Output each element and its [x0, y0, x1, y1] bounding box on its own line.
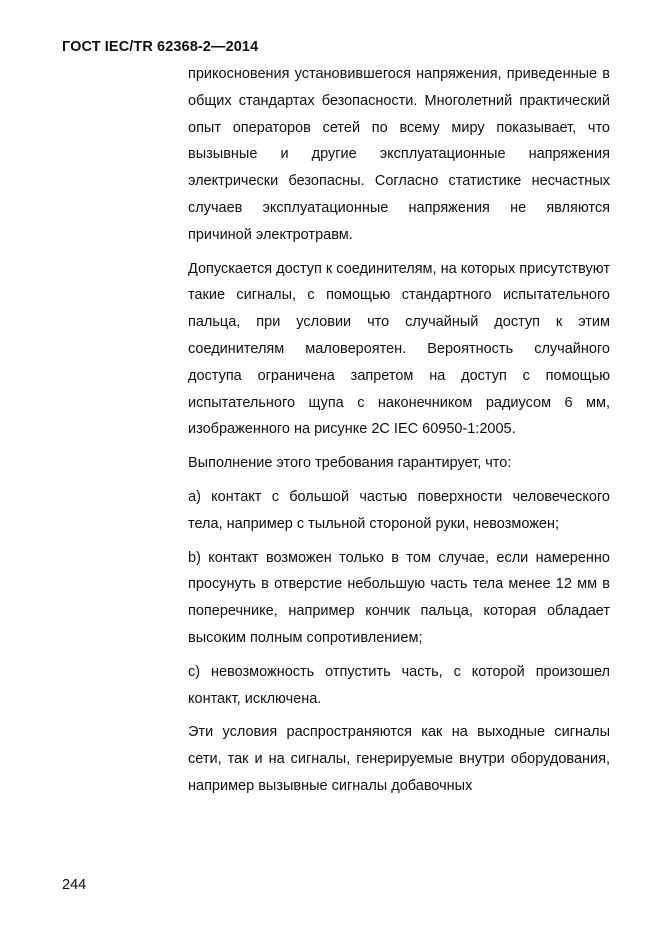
paragraph-requirement-intro: Выполнение этого требования гарантирует, что: — [188, 455, 512, 472]
document-body — [188, 61, 610, 800]
document-header: ГОСТ IEC/TR 62368-2—2014 — [62, 39, 259, 55]
list-item-b: b) контакт возможен только в том случае, если намеренно просунуть в отверстие небольшую часть тела менее 12 мм в поперечнике, например кончик пальца, которая обладает высоким полным сопротивлением; — [188, 549, 610, 646]
list-item-c: с) невозможность отпустить часть, с которой произошел контакт, исключена. — [188, 663, 610, 707]
paragraph-safety-statistics: прикосновения установившегося напряжения, приведенные в общих стандартах безопасности. Многолетний практический опыт операторов сетей по всему миру показывает, что вызывные и другие эксплуатационные напряжения электрически безопасны. Согласно статистике несчастных случаев эксплуатационные напряжения не являются причиной электротравм. — [188, 66, 610, 243]
paragraph-connector-access: Допускается доступ к соединителям, на которых присутствуют такие сигналы, с помощью стандартного испытательного пальца, при условии что случайный доступ к этим соединителям маловероятен. Вероятность случайного доступа ограничена запретом на доступ с помощью испытательного щупа с наконечником радиусом 6 мм, изображенного на рисунке 2C IEC 60950-1:2005. — [188, 260, 610, 438]
paragraph-conditions-scope: Эти условия распространяются как на выходные сигналы сети, так и на сигналы, генерируемые внутри оборудования, например вызывные сигналы добавочных — [188, 724, 610, 794]
list-item-a: а) контакт с большой частью поверхности человеческого тела, например с тыльной стороной руки, невозможен; — [188, 488, 610, 532]
page-number: 244 — [62, 877, 87, 893]
